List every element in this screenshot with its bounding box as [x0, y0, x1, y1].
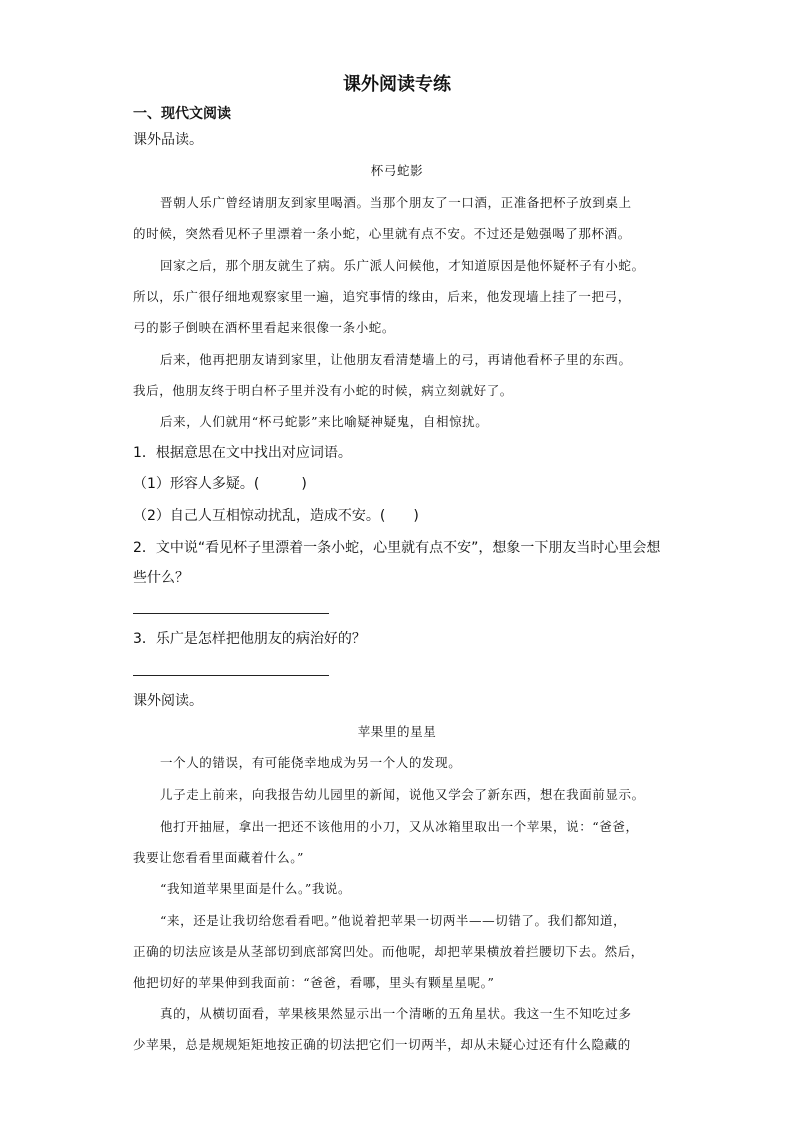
answer-line[interactable]: [133, 613, 329, 614]
story-line: 的时候，突然看见杯子里漂着一条小蛇，心里就有点不安。不过还是勉强喝了那杯酒。: [133, 226, 631, 241]
story-line: 我后，他朋友终于明白杯子里并没有小蛇的时候，病立刻就好了。: [133, 383, 513, 398]
question-1-part-1: （1）形容人多疑。( ): [133, 476, 307, 492]
question-2-continued: 些什么？: [133, 570, 189, 586]
story-line: 弓的影子倒映在酒杯里看起来很像一条小蛇。: [133, 320, 396, 335]
story-line: 晋朝人乐广曾经请朋友到家里喝酒。当那个朋友了一口酒，正准备把杯子放到桌上: [160, 195, 632, 210]
answer-line[interactable]: [133, 675, 329, 676]
story-line: 他把切好的苹果伸到我面前：“爸爸，看哪，里头有颗星星呢。”: [133, 975, 495, 990]
section-intro: 课外品读。: [133, 132, 203, 148]
story-line: 后来，他再把朋友请到家里，让他朋友看清楚墙上的弓，再请他看杯子里的东西。: [160, 352, 632, 367]
story-title: 苹果里的星星: [357, 724, 437, 739]
story-line: 后来，人们就用“杯弓蛇影”来比喻疑神疑鬼，自相惊扰。: [160, 414, 489, 429]
story-line: 我要让您看看里面藏着什么。”: [133, 850, 305, 865]
story-line: 正确的切法应该是从茎部切到底部窝凹处。而他呢，却把苹果横放着拦腰切下去。然后，: [133, 944, 644, 959]
question-1: 1．根据意思在文中找出对应词语。: [133, 445, 352, 461]
story-title: 杯弓蛇影: [370, 163, 424, 178]
story-line: 他打开抽屉，拿出一把还不该他用的小刀，又从冰箱里取出一个苹果，说：“爸爸，: [160, 819, 639, 834]
question-3: 3．乐广是怎样把他朋友的病治好的？: [133, 631, 366, 647]
section-intro: 课外阅读。: [133, 693, 203, 709]
page-title: 课外阅读专练: [343, 74, 451, 95]
story-line: 真的，从横切面看，苹果核果然显示出一个清晰的五角星状。我这一生不知吃过多: [160, 1006, 632, 1021]
story-line: “来，还是让我切给您看看吧。”他说着把苹果一切两半——切错了。我们都知道，: [160, 913, 627, 928]
story-line: 回家之后，那个朋友就生了病。乐广派人问候他，才知道原因是他怀疑杯子有小蛇。: [160, 258, 645, 273]
story-line: 少苹果，总是规规矩矩地按正确的切法把它们一切两半，却从未疑心过还有什么隐藏的: [133, 1037, 631, 1052]
section-heading: 一、现代文阅读: [133, 106, 231, 122]
story-line: 所以，乐广很仔细地观察家里一遍，追究事情的缘由，后来，他发现墙上挂了一把弓，: [133, 289, 631, 304]
question-1-part-2: （2）自己人互相惊动扰乱，造成不安。( ): [133, 508, 419, 524]
story-line: 儿子走上前来，向我报告幼儿园里的新闻，说他又学会了新东西，想在我面前显示。: [160, 787, 645, 802]
story-line: “我知道苹果里面是什么。”我说。: [160, 881, 352, 896]
question-2: 2．文中说“看见杯子里漂着一条小蛇，心里就有点不安”，想象一下朋友当时心里会想: [133, 540, 661, 556]
story-line: 一个人的错误，有可能侥幸地成为另一个人的发现。: [160, 755, 462, 770]
